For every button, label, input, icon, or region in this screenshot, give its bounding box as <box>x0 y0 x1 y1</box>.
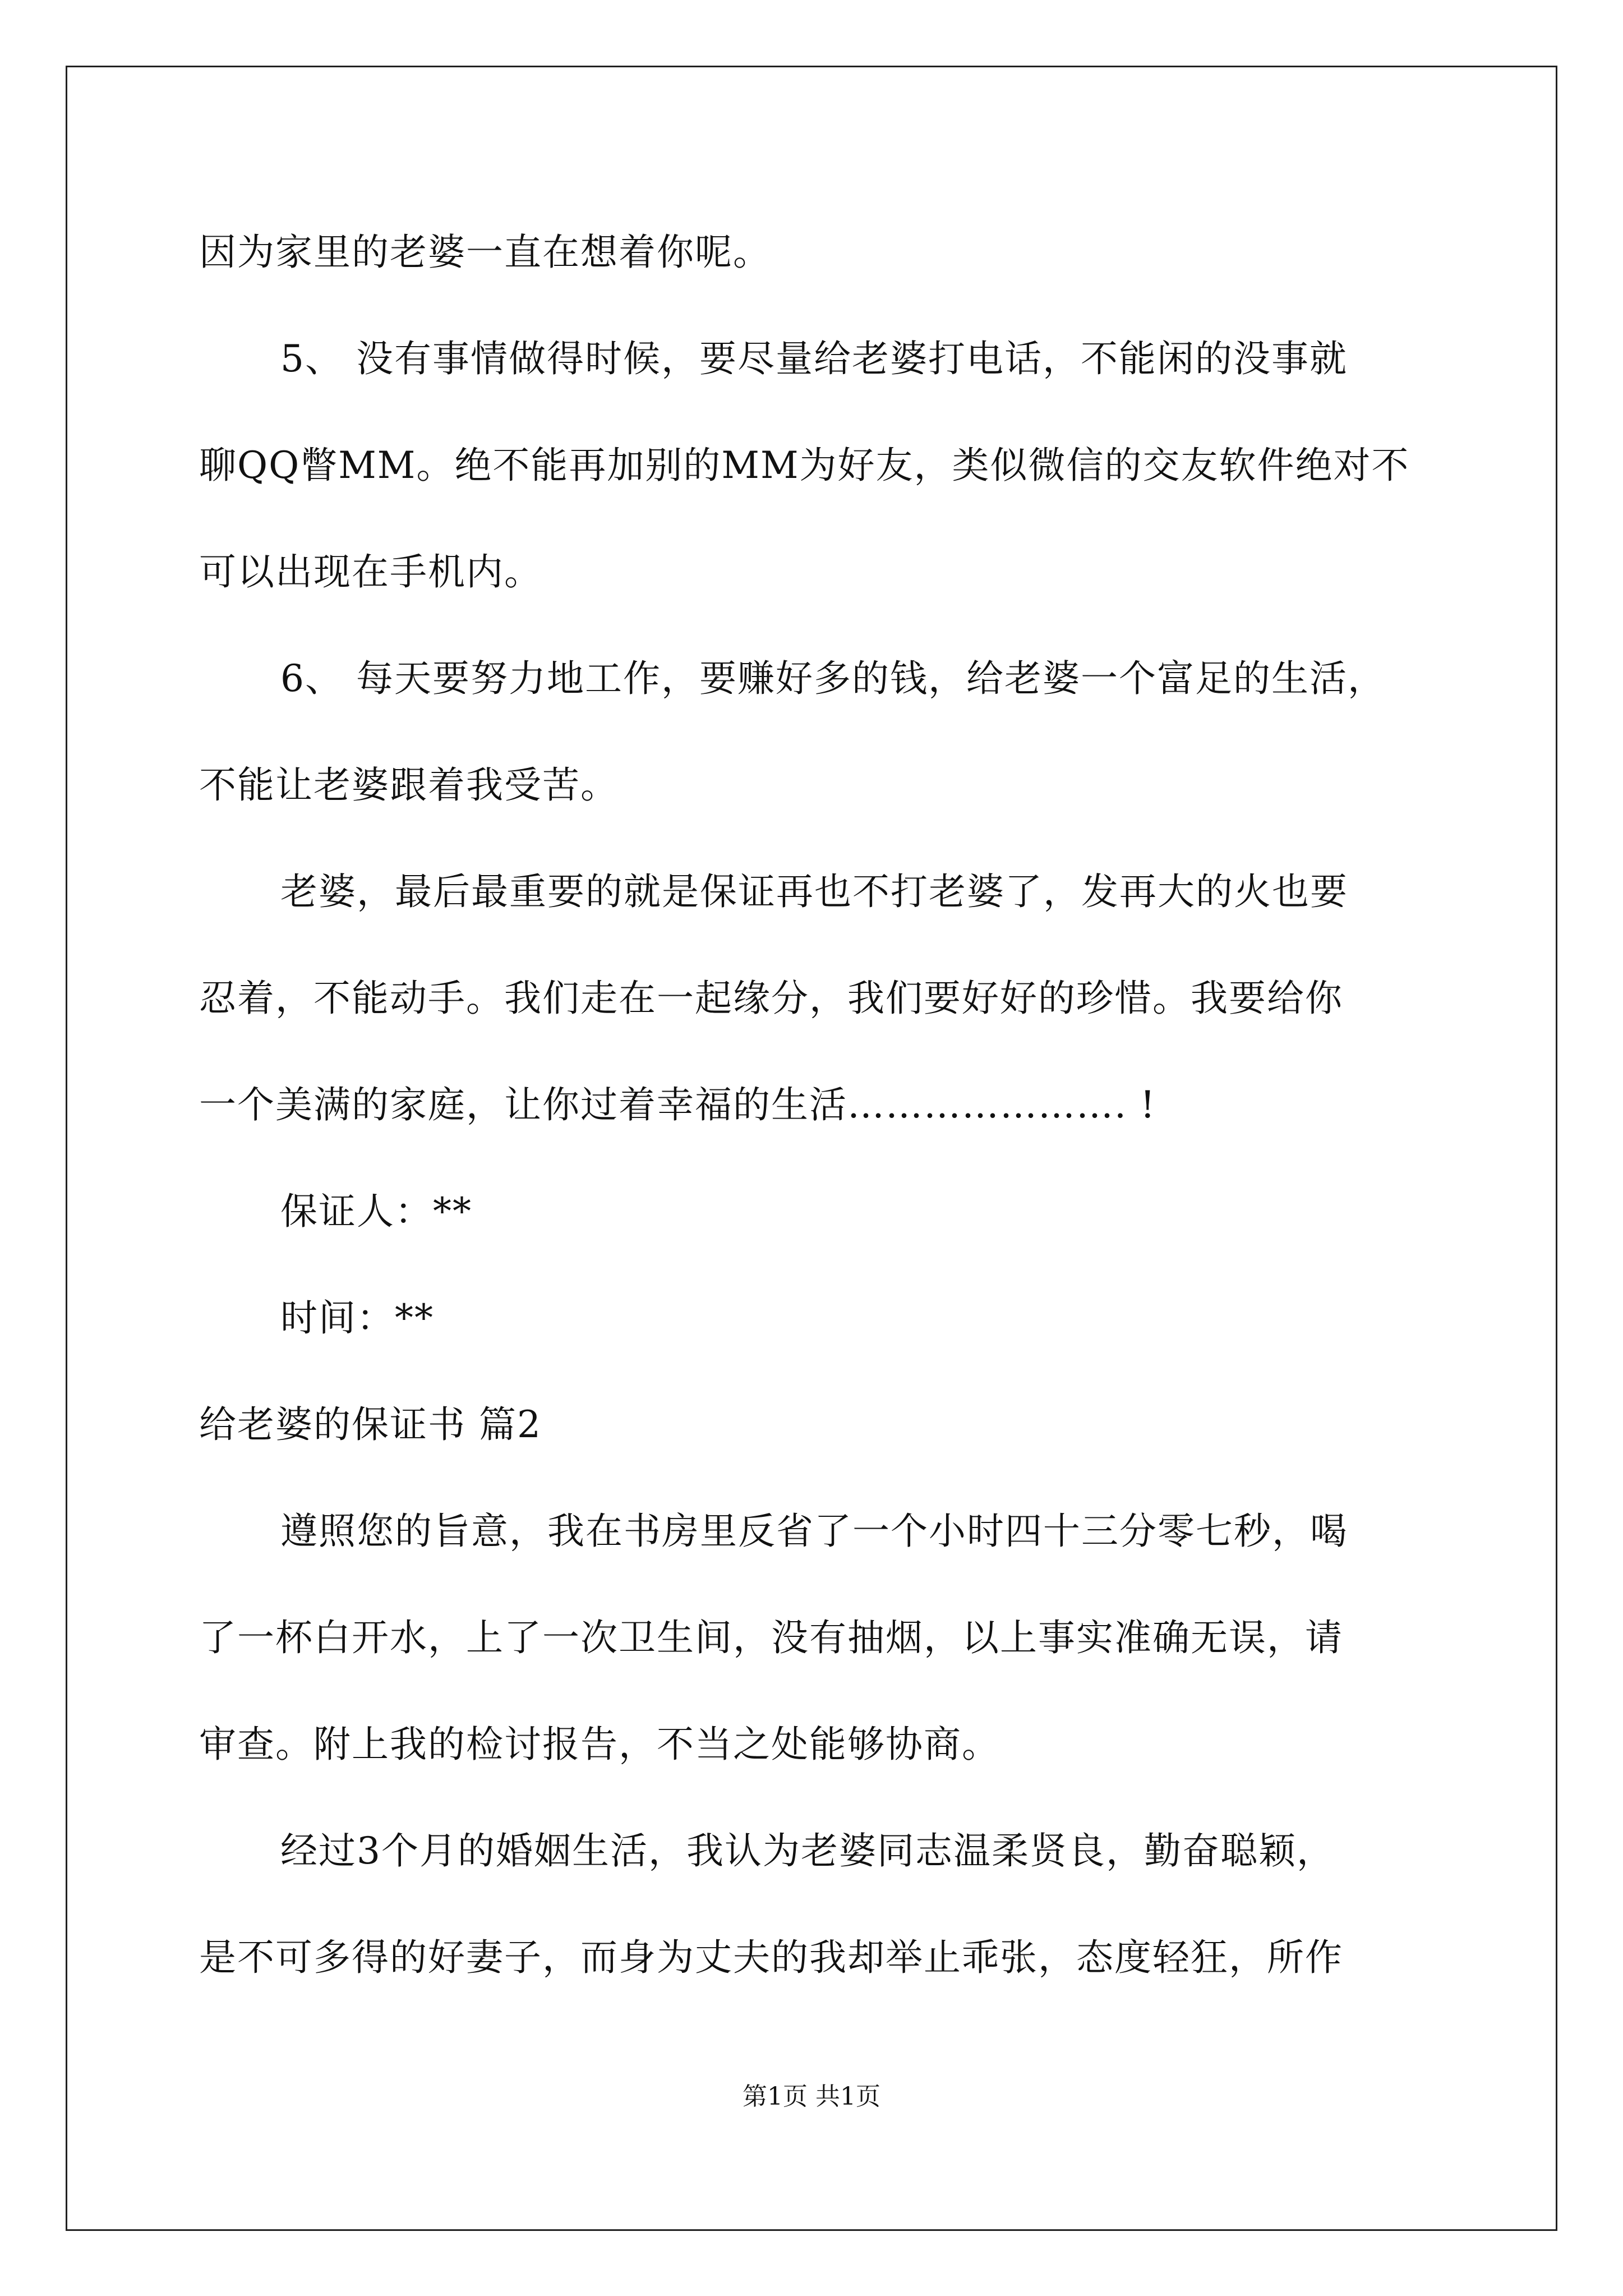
date-line: 时间：** <box>280 1296 434 1340</box>
text-line: 经过3个月的婚姻生活，我认为老婆同志温柔贤良，勤奋聪颖， <box>280 1829 1335 1872</box>
text-line: 5、 没有事情做得时候，要尽量给老婆打电话，不能闲的没事就 <box>280 337 1348 380</box>
text-line: 可以出现在手机内。 <box>199 550 542 593</box>
text-line: 聊QQ瞥MM。绝不能再加别的MM为好友，类似微信的交友软件绝对不 <box>199 444 1410 487</box>
text-line: 忍着，不能动手。我们走在一起缘分，我们要好好的珍惜。我要给你 <box>199 977 1343 1020</box>
text-line: 了一杯白开水，上了一次卫生间，没有抽烟，以上事实准确无误，请 <box>199 1616 1343 1659</box>
section-heading: 给老婆的保证书 篇2 <box>199 1403 542 1446</box>
text-line: 遵照您的旨意，我在书房里反省了一个小时四十三分零七秒，喝 <box>280 1510 1348 1553</box>
text-line: 不能让老婆跟着我受苦。 <box>199 763 619 807</box>
page-footer: 第1页 共1页 <box>743 2082 880 2111</box>
text-line: 老婆，最后最重要的就是保证再也不打老婆了，发再大的火也要 <box>280 870 1348 913</box>
text-line: 6、 每天要努力地工作，要赚好多的钱，给老婆一个富足的生活， <box>280 657 1386 700</box>
signature-line: 保证人：** <box>280 1190 472 1233</box>
text-line: 一个美满的家庭，让你过着幸福的生活…………………. ! <box>199 1083 1156 1126</box>
text-line: 是不可多得的好妻子，而身为丈夫的我却举止乖张，态度轻狂，所作 <box>199 1936 1343 1979</box>
text-line: 因为家里的老婆一直在想着你呢。 <box>199 231 771 274</box>
text-line: 审查。附上我的检讨报告，不当之处能够协商。 <box>199 1723 1000 1766</box>
page-border <box>66 66 1557 2231</box>
